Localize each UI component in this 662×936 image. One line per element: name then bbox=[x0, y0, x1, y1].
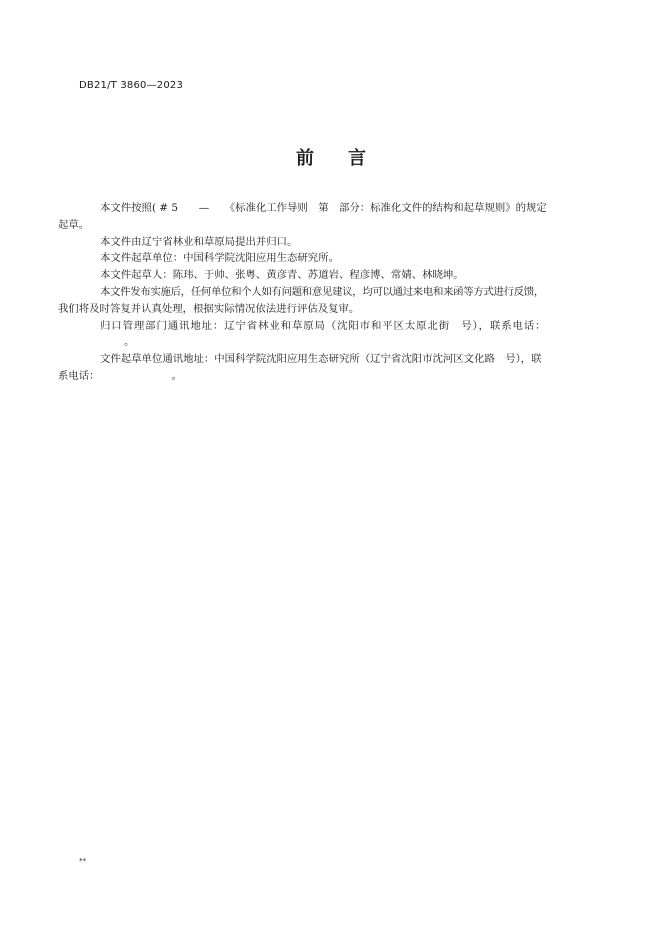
paragraph-feedback bbox=[58, 284, 599, 318]
paragraph-line: 本文件发布实施后，任何单位和个人如有问题和意见建议，均可以通过来电和来函等方式进行反馈， bbox=[100, 285, 544, 298]
paragraph-drafter-address bbox=[58, 351, 599, 385]
paragraph-drafting-basis bbox=[58, 200, 599, 234]
paragraph-line: 归口管理部门通讯地址：辽宁省林业和草原局（沈阳市和平区太原北街 号），联系电话： bbox=[100, 319, 547, 332]
paragraph-drafters: 本文件起草人：陈玮、于帅、张粤、黄彦青、苏道岩、程彦博、常婧、林晓坤。 bbox=[100, 269, 464, 282]
paragraph-drafting-unit: 本文件起草单位：中国科学院沈阳应用生态研究所。 bbox=[100, 252, 339, 265]
paragraph-admin-address bbox=[79, 318, 599, 352]
paragraph-line: 。 bbox=[124, 336, 135, 349]
page-title: 前言 bbox=[296, 148, 400, 169]
paragraph-line: 起草。 bbox=[58, 218, 90, 231]
paragraph-line: 本文件按照( # 5 — 《标准化工作导则 第 部分：标准化文件的结构和起草规则》的规定 bbox=[100, 202, 547, 214]
paragraph-line: 文件起草单位通讯地址：中国科学院沈阳应用生态研究所（辽宁省沈阳市沈河区文化路 号），联 bbox=[100, 353, 542, 366]
standard-code: DB21/T 3860—2023 bbox=[79, 80, 184, 91]
foreword-body bbox=[58, 200, 599, 385]
paragraph-line: 系电话： bbox=[58, 369, 100, 382]
paragraph-line: 我们将及时答复并认真处理，根据实际情况依法进行评估及复审。 bbox=[58, 302, 360, 315]
paragraph-line: 。 bbox=[171, 369, 182, 382]
footer-mark: ** bbox=[79, 857, 86, 865]
paragraph-proposer: 本文件由辽宁省林业和草原局提出并归口。 bbox=[100, 235, 298, 248]
